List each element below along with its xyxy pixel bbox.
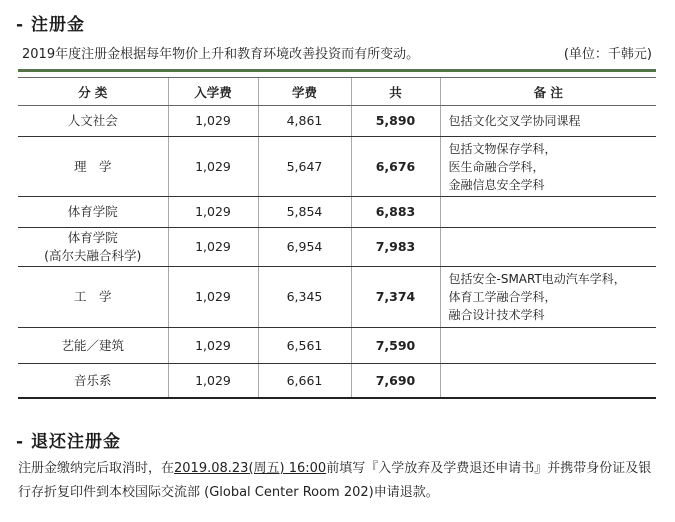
refund-paragraph: [18, 457, 663, 505]
cell-tuition: 6,954: [258, 228, 351, 267]
header-note: 备 注: [440, 78, 656, 106]
cell-entrance: 1,029: [168, 228, 258, 267]
intro-text: 2019年度注册金根据每年物价上升和教育环境改善投资而有所变动。: [22, 47, 420, 62]
table-row: [18, 328, 656, 364]
cell-entrance: 1,029: [168, 137, 258, 197]
cell-category: 体育学院 (高尔夫融合科学): [18, 228, 168, 267]
cell-total: 7,590: [351, 328, 440, 364]
cell-total: 7,983: [351, 228, 440, 267]
cell-note: 包括安全-SMART电动汽车学科， 体育工学融合学科， 融合设计技术学科: [440, 267, 656, 328]
cell-note: 包括文化交叉学协同课程: [440, 106, 656, 137]
table-top-rule: [18, 69, 656, 72]
table-header-row: [18, 78, 656, 106]
cell-category: 音乐系: [18, 364, 168, 399]
cell-entrance: 1,029: [168, 197, 258, 228]
cell-entrance: 1,029: [168, 328, 258, 364]
table-row: [18, 137, 656, 197]
cell-total: 6,883: [351, 197, 440, 228]
table-row: [18, 106, 656, 137]
header-category: 分 类: [18, 78, 168, 106]
cell-note: [440, 328, 656, 364]
cell-note: [440, 197, 656, 228]
cell-entrance: 1,029: [168, 106, 258, 137]
cell-total: 7,690: [351, 364, 440, 399]
header-entrance-fee: 入学费: [168, 78, 258, 106]
refund-text-before: 注册金缴纳完后取消时，在: [18, 461, 175, 476]
cell-tuition: 6,661: [258, 364, 351, 399]
cell-tuition: 6,345: [258, 267, 351, 328]
table-row: [18, 267, 656, 328]
cell-tuition: 5,854: [258, 197, 351, 228]
cell-category: 人文社会: [18, 106, 168, 137]
refund-deadline: 2019.08.23(周五) 16:00: [174, 461, 327, 476]
refund-text-after: 前填写『入学放弃及学费退还申请书』并携带身份证及银行存折复印件到本校国际交流部 (Global Center Room 202)申请退款。: [18, 461, 652, 500]
unit-label: (单位：千韩元): [563, 47, 652, 62]
table-row: [18, 228, 656, 267]
intro-line: [22, 43, 652, 62]
table-row: [18, 364, 656, 399]
header-total: 共: [351, 78, 440, 106]
table-row: [18, 197, 656, 228]
cell-note: 包括文物保存学科， 医生命融合学科， 金融信息安全学科: [440, 137, 656, 197]
cell-category: 体育学院: [18, 197, 168, 228]
cell-category: 工 学: [18, 267, 168, 328]
cell-tuition: 6,561: [258, 328, 351, 364]
header-tuition: 学费: [258, 78, 351, 106]
cell-tuition: 5,647: [258, 137, 351, 197]
cell-note: [440, 228, 656, 267]
section-title-refund: - 退还注册金: [16, 432, 121, 452]
cell-total: 6,676: [351, 137, 440, 197]
cell-entrance: 1,029: [168, 364, 258, 399]
cell-total: 5,890: [351, 106, 440, 137]
cell-note: [440, 364, 656, 399]
cell-category: 理 学: [18, 137, 168, 197]
fee-table: [18, 77, 656, 399]
cell-category: 艺能／建筑: [18, 328, 168, 364]
cell-entrance: 1,029: [168, 267, 258, 328]
section-title-registration-fee: - 注册金: [16, 15, 85, 35]
cell-tuition: 4,861: [258, 106, 351, 137]
cell-total: 7,374: [351, 267, 440, 328]
